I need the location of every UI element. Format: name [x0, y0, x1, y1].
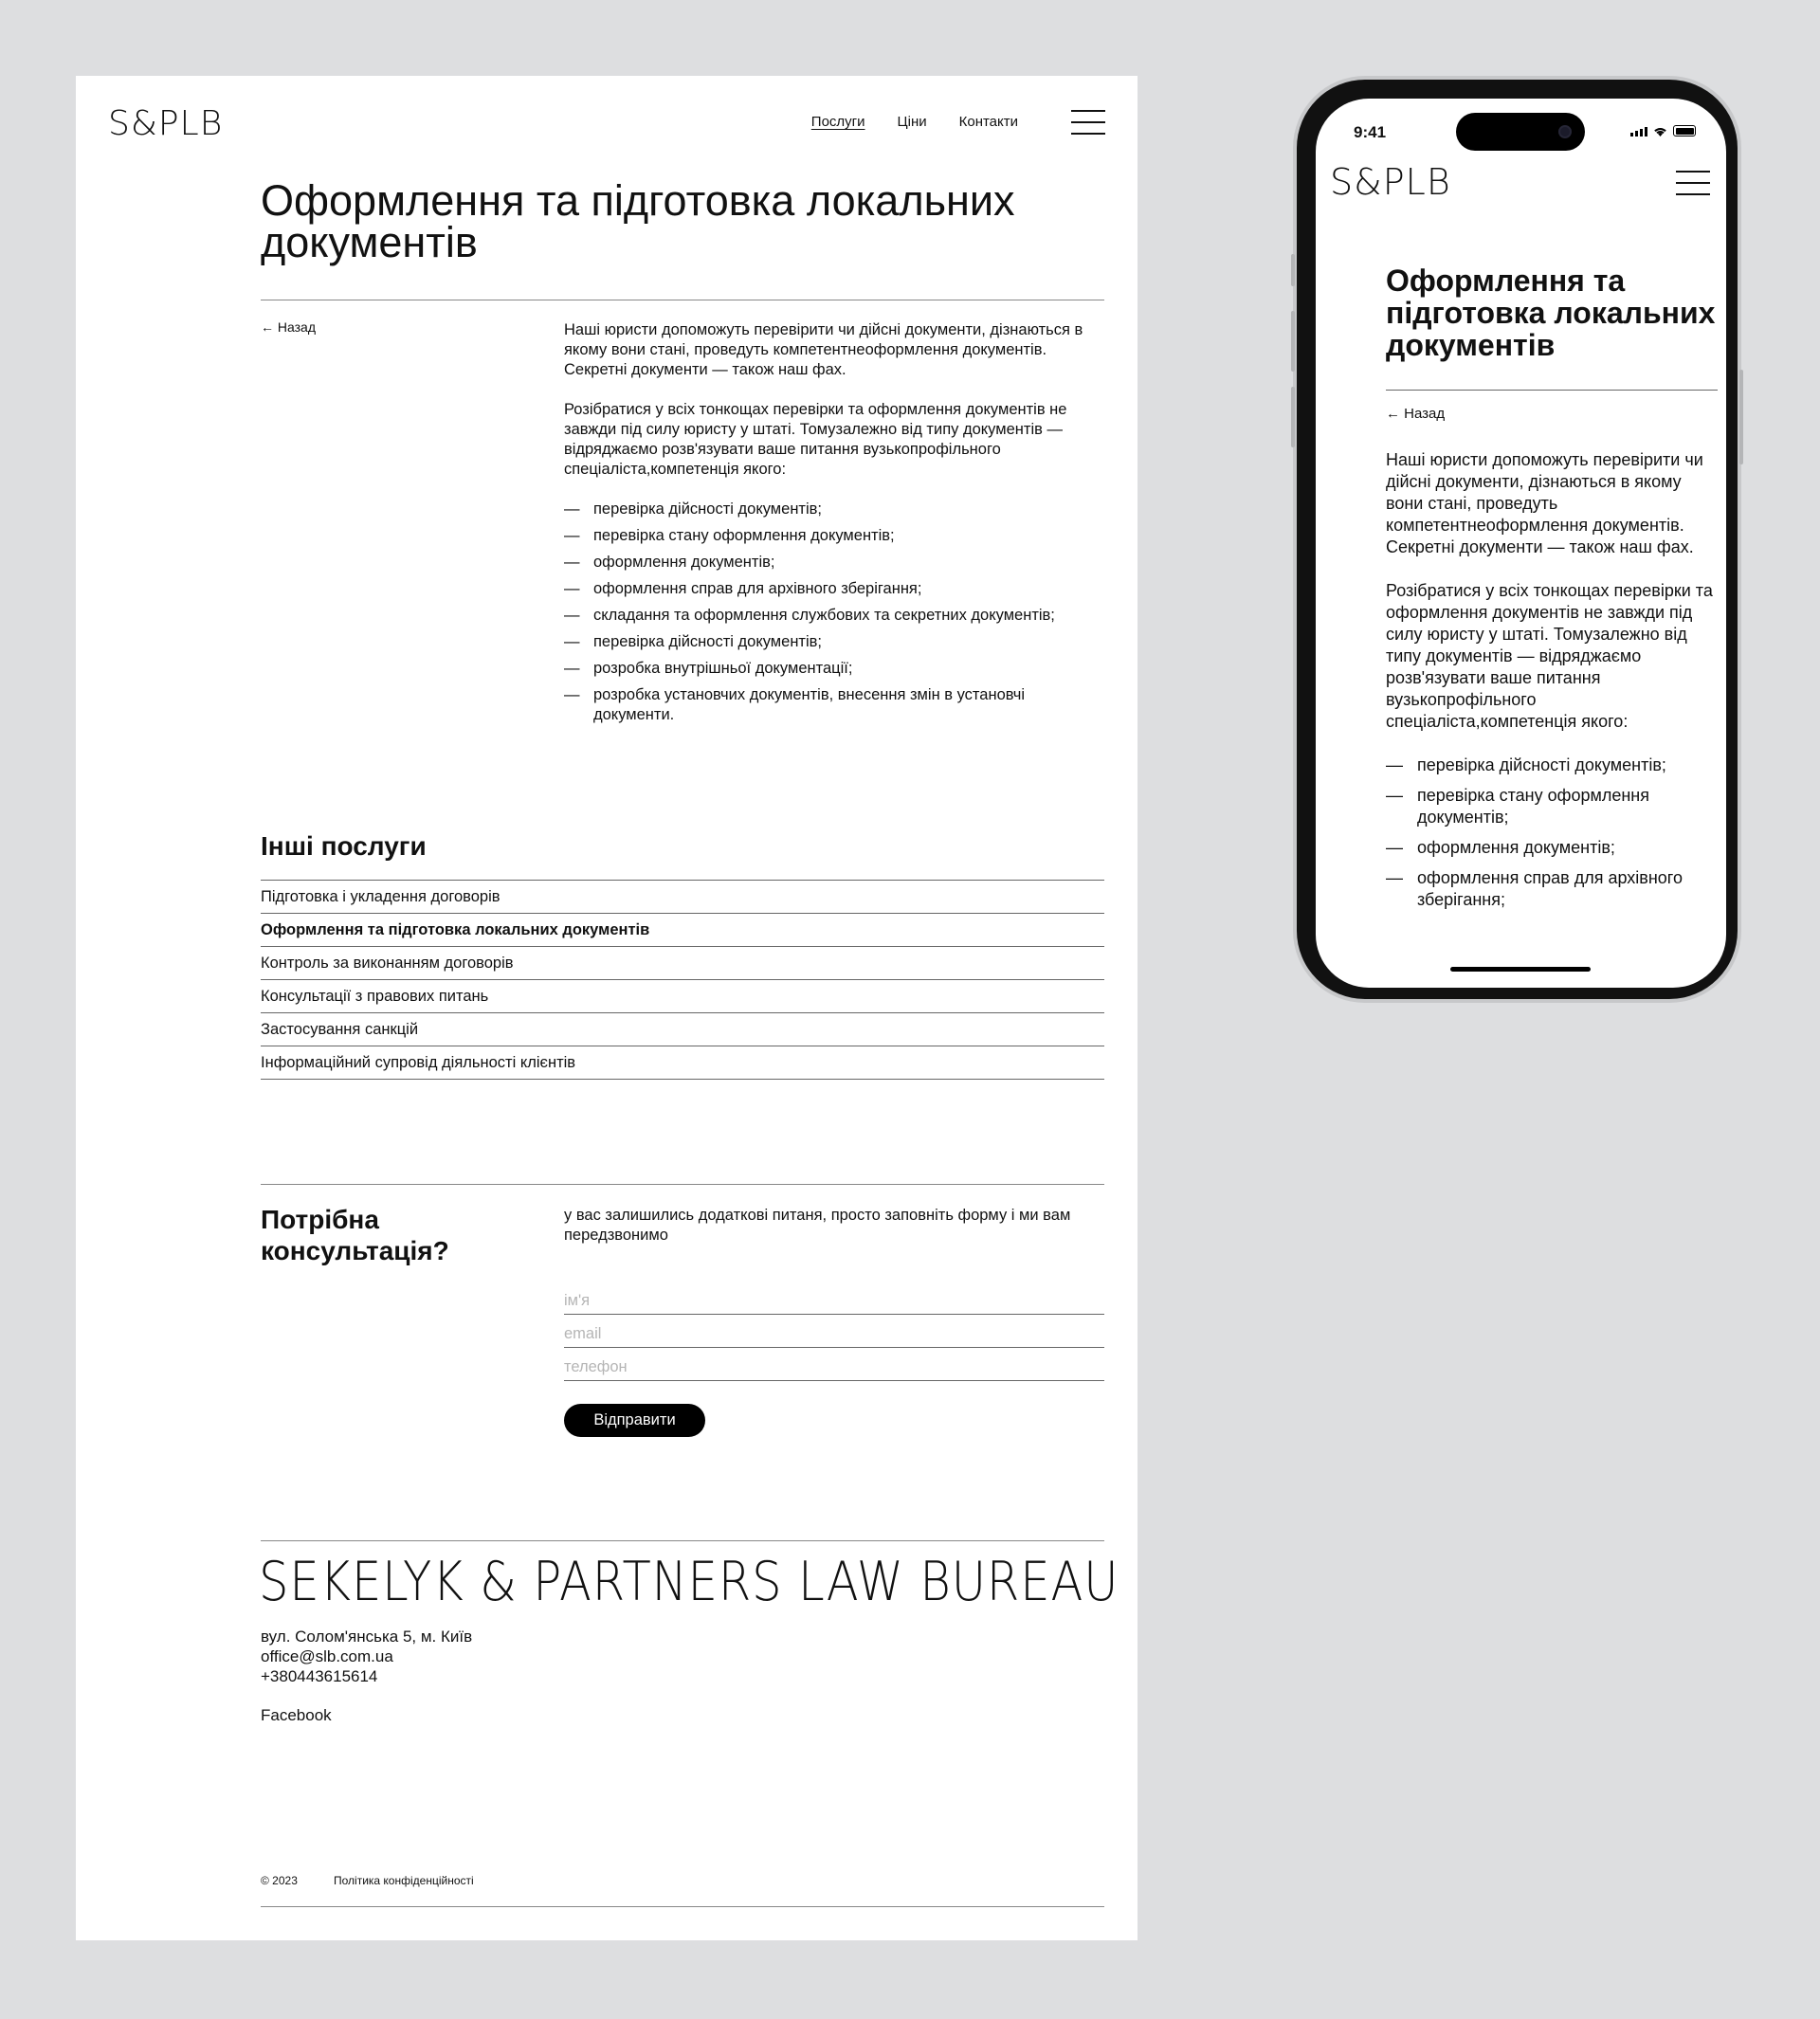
- list-item: — перевірка дійсності документів;: [564, 500, 1104, 519]
- divider: [1386, 390, 1718, 391]
- wifi-icon: [1653, 126, 1667, 136]
- signal-icon: [1630, 127, 1647, 136]
- nav-prices[interactable]: Ціни: [897, 114, 927, 130]
- list-item: — перевірка стану оформлення документів;: [564, 526, 1104, 546]
- site-logo[interactable]: S&PLB: [108, 104, 224, 143]
- description-paragraph: Наші юристи допоможуть перевірити чи дійсні документи, дізнаються в якому вони стані, проведуть компетентнеоформлення документів. Секретні документи — також наш фах.: [1386, 450, 1703, 556]
- other-services-title: Інші послуги: [261, 831, 427, 861]
- dynamic-island: [1456, 113, 1585, 151]
- email-field[interactable]: email: [564, 1319, 1104, 1348]
- divider: [261, 1184, 1104, 1185]
- phone-screen: [1316, 99, 1726, 988]
- list-item: — розробка установчих документів, внесення змін в установчі документи.: [564, 685, 1104, 725]
- submit-button[interactable]: Відправити: [564, 1404, 705, 1437]
- main-nav: [811, 114, 1018, 130]
- mobile-page-title: Оформлення та підготовка локальних документів: [1386, 264, 1716, 362]
- mobile-competence-list: [1386, 755, 1722, 911]
- service-link[interactable]: Інформаційний супровід діяльності клієнтів: [261, 1046, 1104, 1080]
- consultation-text: у вас залишились додаткові питаня, просто заповніть форму і ми вам передзвонимо: [564, 1207, 1071, 1244]
- description-paragraph: Розібратися у всіх тонкощах перевірки та оформлення документів не завжди під силу юристу у штаті. Томузалежно від типу документів — відряджаємо розв'язувати ваше питання вузькопрофільного спеціаліста,компетенція якого:: [564, 401, 1067, 478]
- service-link-current[interactable]: Оформлення та підготовка локальних документів: [261, 914, 1104, 947]
- facebook-link[interactable]: Facebook: [261, 1706, 332, 1724]
- service-link[interactable]: Консультації з правових питань: [261, 980, 1104, 1013]
- list-item: — оформлення документів;: [564, 553, 1104, 573]
- nav-services[interactable]: Послуги: [810, 114, 865, 130]
- list-item: — оформлення справ для архівного зберігання;: [564, 579, 1104, 599]
- email-link[interactable]: office@slb.com.ua: [261, 1647, 393, 1665]
- list-item: — оформлення документів;: [1386, 837, 1722, 859]
- competence-list: [564, 500, 1104, 725]
- camera-icon: [1558, 125, 1572, 138]
- nav-contacts[interactable]: Контакти: [958, 114, 1018, 130]
- list-item: — розробка внутрішньої документації;: [564, 659, 1104, 679]
- divider: [261, 1540, 1104, 1541]
- service-link[interactable]: Підготовка і укладення договорів: [261, 881, 1104, 914]
- mobile-description: [1386, 449, 1722, 919]
- divider: [261, 1906, 1104, 1907]
- consultation-title: Потрібна консультація?: [261, 1205, 449, 1265]
- mobile-back-link[interactable]: ← Назад: [1386, 406, 1446, 422]
- phone-field[interactable]: телефон: [564, 1353, 1104, 1381]
- footer-brand: SEKELYK & PARTNERS LAW BUREAU: [259, 1551, 1119, 1613]
- status-time: 9:41: [1354, 123, 1387, 141]
- service-link[interactable]: Контроль за виконанням договорів: [261, 947, 1104, 980]
- phone-link[interactable]: +380443615614: [261, 1667, 378, 1685]
- list-item: — перевірка дійсності документів;: [1386, 755, 1722, 776]
- service-link[interactable]: Застосування санкцій: [261, 1013, 1104, 1046]
- home-indicator[interactable]: [1450, 967, 1591, 972]
- footer-contacts: [261, 1627, 472, 1686]
- list-item: — перевірка стану оформлення документів;: [1386, 785, 1722, 828]
- mobile-logo[interactable]: S&PLB: [1330, 161, 1451, 203]
- menu-icon[interactable]: [1071, 110, 1105, 135]
- back-link[interactable]: ← Назад: [261, 319, 317, 335]
- other-services-list: [261, 880, 1104, 1080]
- status-icons: [1630, 125, 1696, 136]
- name-field[interactable]: ім'я: [564, 1286, 1104, 1315]
- desktop-page: [76, 76, 1138, 1940]
- phone-mockup: [1293, 76, 1741, 1003]
- description-paragraph: Розібратися у всіх тонкощах перевірки та оформлення документів не завжди під силу юристу у штаті. Томузалежно від типу документів — відряджаємо розв'язувати ваше питання вузькопрофільного спеціаліста,компетенція якого:: [1386, 581, 1713, 731]
- list-item: — оформлення справ для архівного зберігання;: [1386, 867, 1722, 911]
- copyright: © 2023: [261, 1874, 298, 1887]
- page-title: Оформлення та підготовка локальних документів: [261, 176, 1015, 266]
- privacy-policy-link[interactable]: Політика конфіденційності: [334, 1874, 474, 1887]
- list-item: — складання та оформлення службових та секретних документів;: [564, 606, 1104, 626]
- description-paragraph: Наші юристи допоможуть перевірити чи дійсні документи, дізнаються в якому вони стані, проведуть компетентнеоформлення документів. Секретні документи — також наш фах.: [564, 321, 1083, 378]
- list-item: — перевірка дійсності документів;: [564, 632, 1104, 652]
- address: вул. Солом'янська 5, м. Київ: [261, 1628, 473, 1646]
- mobile-menu-icon[interactable]: [1676, 171, 1710, 195]
- battery-icon: [1673, 125, 1696, 136]
- service-description: [564, 320, 1104, 732]
